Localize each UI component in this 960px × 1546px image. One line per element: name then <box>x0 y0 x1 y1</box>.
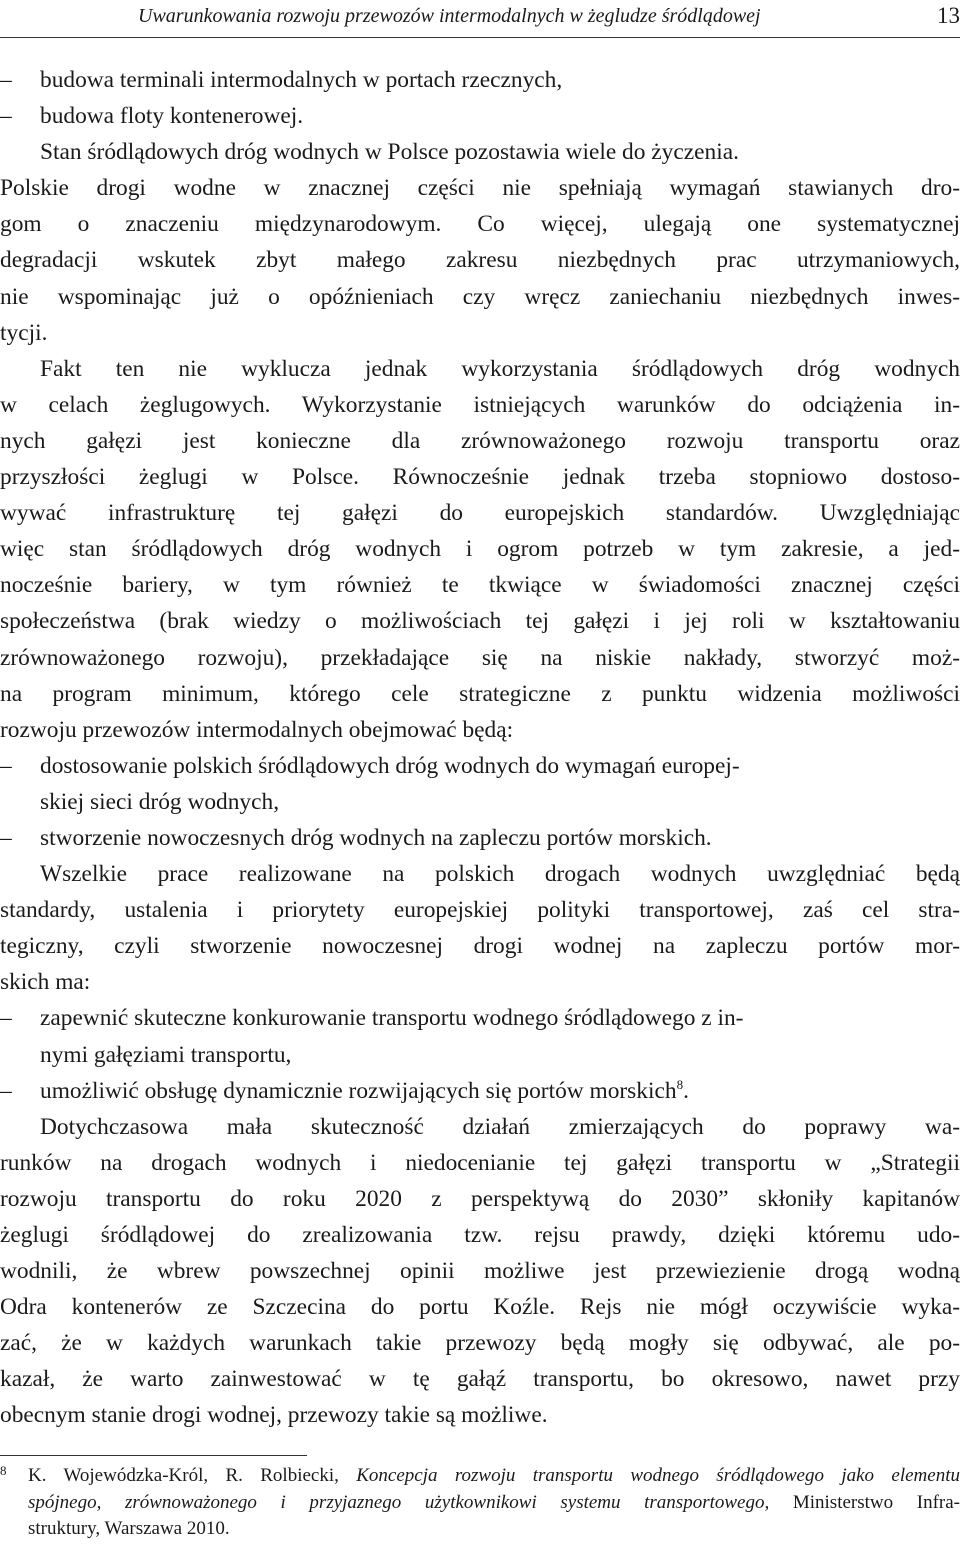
text-line: runków na drogach wodnych i niedocenianie tej gałęzi transportu w „Strategii <box>0 1149 960 1176</box>
dash: – <box>0 1077 12 1104</box>
text-line: umożliwić obsługę dynamicznie rozwijających się portów morskich <box>40 1077 677 1104</box>
text-line: dostosowanie polskich śródlądowych dróg wodnych do wymagań europej- <box>40 752 740 779</box>
text-line: zapewnić skuteczne konkurowanie transportu wodnego śródlądowego z in- <box>40 1005 744 1032</box>
text-line: przyszłości żeglugi w Polsce. Równocześnie jednak trzeba stopniowo dostoso- <box>0 464 960 491</box>
text-line: skich ma: <box>0 969 91 996</box>
body-text <box>0 62 960 1434</box>
text-line: wywać infrastrukturę tej gałęzi do europejskich standardów. Uwzględniając <box>0 500 960 527</box>
text-line: nych gałęzi jest konieczne dla zrównoważonego rozwoju transportu oraz <box>0 427 960 454</box>
text-line: gom o znaczeniu międzynarodowym. Co więcej, ulegają one systematycznej <box>0 211 960 238</box>
list-item <box>0 62 960 98</box>
list-item <box>0 98 960 134</box>
footnote-number: 8 <box>0 1463 7 1478</box>
footnote-author: K. Wojewódzka-Król, R. Rolbiecki, <box>28 1465 357 1486</box>
text-line: skiej sieci dróg wodnych, <box>40 788 280 815</box>
footnote-ref: 8 <box>676 1076 684 1092</box>
header-rule <box>0 37 960 38</box>
running-head <box>0 0 960 40</box>
list-item <box>0 1000 960 1036</box>
list-item <box>0 748 960 784</box>
footnote-line <box>0 1516 960 1543</box>
dash: – <box>0 67 12 93</box>
text-line: wodnili, że wbrew powszechnej opinii możliwe jest przewiezienie drogą wodną <box>0 1258 960 1285</box>
text-tail: . <box>683 1077 689 1104</box>
footnote-line <box>0 1490 960 1517</box>
text-line: zrównoważonego rozwoju), przekładające się na niskie nakłady, stworzyć moż- <box>0 644 960 671</box>
text-line: stworzenie nowoczesnych dróg wodnych na zapleczu portów morskich. <box>40 824 712 851</box>
text-line: tegiczny, czyli stworzenie nowoczesnej drogi wodnej na zapleczu portów mor- <box>0 933 960 960</box>
text-line: Fakt ten nie wyklucza jednak wykorzystania śródlądowych dróg wodnych <box>40 355 960 382</box>
text-line: w celach żeglugowych. Wykorzystanie istniejących warunków do odciążenia in- <box>0 391 960 418</box>
text-line: budowa terminali intermodalnych w portach rzecznych, <box>40 67 563 93</box>
text-line: degradacji wskutek zbyt małego zakresu niezbędnych prac utrzymaniowych, <box>0 247 960 274</box>
text-line: obecnym stanie drogi wodnej, przewozy takie są możliwe. <box>0 1402 548 1429</box>
running-head-title: Uwarunkowania rozwoju przewozów intermodalnych w żegludze śródlądowej <box>138 5 761 27</box>
list-item <box>0 820 960 856</box>
dash: – <box>0 1005 12 1032</box>
list-item <box>0 1073 960 1109</box>
page-number: 13 <box>937 3 960 28</box>
text-line: Wszelkie prace realizowane na polskich drogach wodnych uwzględniać będą <box>40 861 960 888</box>
text-line: standardy, ustalenia i priorytety europejskiej polityki transportowej, zaś cel stra- <box>0 897 960 924</box>
text-line: Stan śródlądowych dróg wodnych w Polsce pozostawia wiele do życzenia. <box>40 139 739 166</box>
text-line: tycji. <box>0 319 48 346</box>
text-line: na program minimum, którego cele strategiczne z punktu widzenia możliwości <box>0 680 960 707</box>
footnote <box>0 1463 960 1543</box>
text-line: rozwoju przewozów intermodalnych obejmować będą: <box>0 716 514 743</box>
dash: – <box>0 752 12 779</box>
text-line: zać, że w każdych warunkach takie przewozy będą mogły się odbywać, ale po- <box>0 1330 960 1357</box>
text-line: więc stan śródlądowych dróg wodnych i ogrom potrzeb w tym zakresie, a jed- <box>0 536 960 563</box>
dash: – <box>0 103 12 130</box>
footnote-title: spójnego, zrównoważonego i przyjaznego użytkownikowi systemu transportowego, <box>28 1491 770 1513</box>
text-line: Polskie drogi wodne w znacznej części nie spełniają wymagań stawianych dro- <box>0 175 960 202</box>
footnote-title: Koncepcja rozwoju transportu wodnego śródlądowego jako elementu <box>356 1465 960 1486</box>
text-line: Odra kontenerów ze Szczecina do portu Koźle. Rejs nie mógł oczywiście wyka- <box>0 1294 960 1321</box>
text-line: żeglugi śródlądowej do zrealizowania tzw. rejsu prawdy, dzięki któremu udo- <box>0 1222 960 1248</box>
text-line: społeczeństwa (brak wiedzy o możliwościach tej gałęzi i jej roli w kształtowaniu <box>0 608 960 635</box>
text-line: nymi gałęziami transportu, <box>40 1041 292 1068</box>
text-line: kazał, że warto zainwestować w tę gałąź transportu, bo okresowo, nawet przy <box>0 1366 960 1393</box>
text-line: budowa floty kontenerowej. <box>40 103 304 130</box>
text-line: rozwoju transportu do roku 2020 z perspektywą do 2030” skłoniły kapitanów <box>0 1185 960 1212</box>
footnote-line <box>0 1463 960 1490</box>
dash: – <box>0 824 12 851</box>
footnote-publisher: struktury, Warszawa 2010. <box>28 1518 230 1539</box>
footnote-publisher: Ministerstwo Infra- <box>769 1491 960 1513</box>
text-line: Dotychczasowa mała skuteczność działań zmierzających do poprawy wa- <box>40 1113 960 1140</box>
footnote-rule <box>0 1455 307 1456</box>
text-line: nie wspominając już o opóźnieniach czy wręcz zaniechaniu niezbędnych inwes- <box>0 283 960 310</box>
text-line: nocześnie bariery, w tym również te tkwiące w świadomości znacznej części <box>0 572 960 599</box>
